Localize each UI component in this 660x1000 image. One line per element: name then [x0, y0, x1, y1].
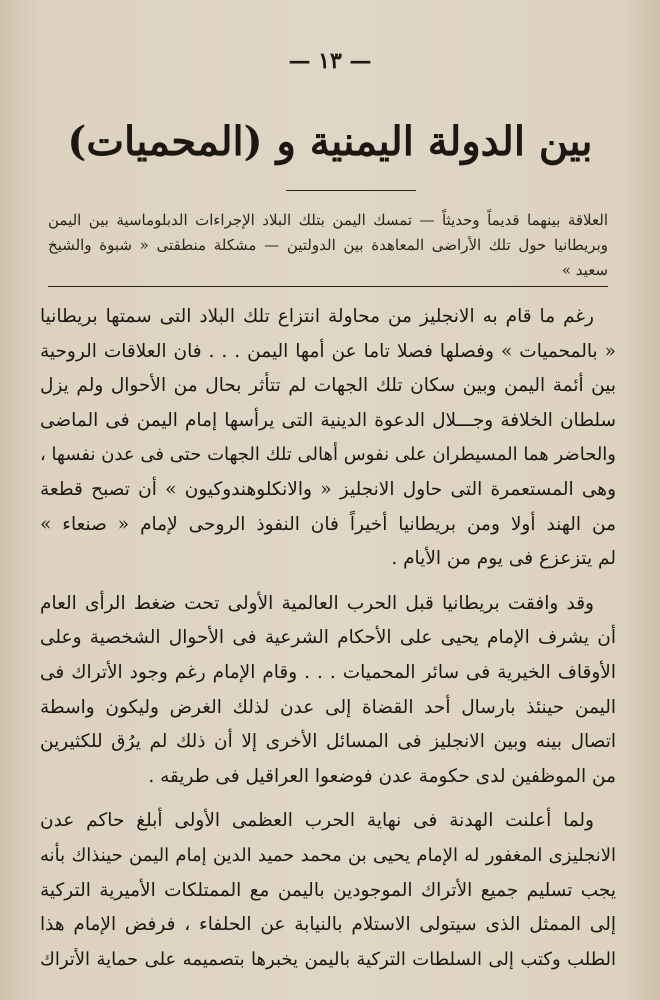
title-divider [286, 190, 416, 191]
text-line: الأوقاف الخيرية فى سائر المحميات . . . وقام الإمام رغم وجود الأتراك فى [40, 661, 616, 683]
text-line: سلطان الخلافة وجـــلال الدعوة الدينية التى يرأسها إمام اليمن فى الماضى [40, 409, 616, 431]
text-line: اتصال بينه وبين الانجليز فى المسائل الأخرى إلا أن ذلك لم يرُق للكثيرين [40, 731, 616, 753]
text-line: بين أئمة اليمن وبين سكان تلك الجهات لم تتأثر بحال من الأحوال ولم يزل [40, 375, 616, 397]
text-line: الطلب وكتب إلى السلطات التركية باليمن يخبرها بتصميمه على حماية الأتراك [40, 948, 616, 970]
text-line: لم يتزعزع فى يوم من الأيام . [391, 548, 616, 570]
page-number: — ١٣ — [288, 48, 372, 74]
text-line: يجب تسليم جميع الأتراك الموجودين باليمن مع الممتلكات الأميرية التركية [40, 879, 616, 901]
text-line: ولما أعلنت الهدنة فى نهاية الحرب العظمى الأولى أبلغ حاكم عدن [40, 810, 594, 832]
text-line: وهى المستعمرة التى حاول الانجليز « والانكلوهندوكيون » أن تصبح قطعة [40, 478, 616, 500]
summary-divider [48, 286, 608, 287]
text-line: والحاضر هما المسيطران على نفوس أهالى تلك الجهات حتى فى عدن نفسها ، [40, 444, 616, 466]
text-line: اليمن حينئذ بارسال أحد القضاة إلى عدن لذلك الغرض وليكون واسطة [40, 696, 616, 718]
text-line: أن يشرف الإمام يحيى على الأحكام الشرعية فى الأحوال الشخصية وعلى [40, 627, 616, 649]
text-line: إلى الممثل الذى سيتولى الاستلام بالنيابة عن الحلفاء ، فرفض الإمام هذا [40, 914, 616, 936]
text-line: وقد وافقت بريطانيا قبل الحرب العالمية الأولى تحت ضغط الرأى العام [40, 592, 594, 614]
text-line: من الموظفين لدى حكومة عدن فوضعوا العراقيل فى طريقه . [148, 765, 616, 787]
paragraph [40, 300, 616, 577]
text-line: من الهند أولا ومن بريطانيا أخيراً فان النفوذ الروحى لإمام « صنعاء » [40, 513, 616, 535]
text-line: رغم ما قام به الانجليز من محاولة انتزاع تلك البلاد التى سمتها بريطانيا [40, 306, 594, 327]
body-text [40, 300, 616, 987]
chapter-title: بين الدولة اليمنية و (المحميات) [67, 118, 593, 165]
paragraph [40, 587, 616, 795]
text-line: « بالمحميات » وفصلها فصلا تاما عن أمها اليمن . . . فان العلاقات الروحية [40, 340, 616, 362]
text-line: الانجليزى المغفور له الإمام يحيى بن محمد حميد الدين إمام اليمن حينذاك بأنه [40, 844, 616, 866]
chapter-summary: العلاقة بينهما قديماً وحديثاً — تمسك اليمن بتلك البلاد الإجراءات الدبلوماسية بين اليمن وبريطانيا حول تلك الأراضى المعاهدة بين الدولتين — مشكلة منطقتى « شبوة والشيخ سعيد » [48, 211, 608, 279]
paragraph [40, 804, 616, 977]
